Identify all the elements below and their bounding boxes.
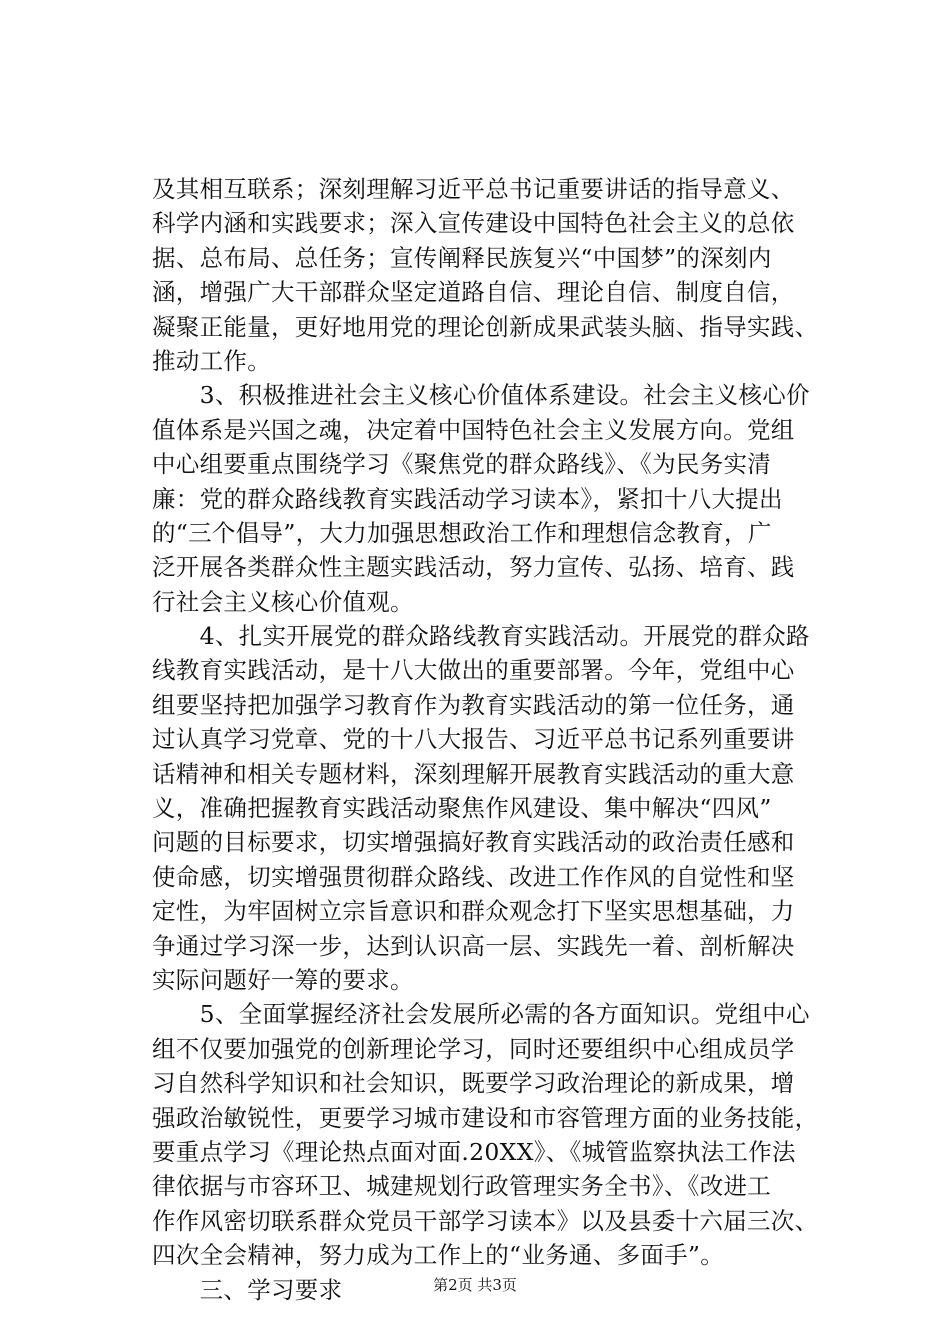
text-line: 话精神和相关专题材料，深刻理解开展教育实践活动的重大意 (152, 759, 795, 788)
text-line: 组不仅要加强党的创新理论学习，同时还要组织中心组成员学 (152, 1034, 795, 1063)
text-line: 推动工作。 (152, 346, 271, 375)
text-line: 凝聚正能量，更好地用党的理论创新成果武装头脑、指导实践、 (152, 312, 819, 341)
text-line: 据、总布局、总任务；宣传阐释民族复兴“中国梦”的深刻内 (152, 243, 772, 272)
text-line: 作作风密切联系群众党员干部学习读本》以及县委十六届三次、 (152, 1206, 819, 1235)
text-line: 泛开展各类群众性主题实践活动，努力宣传、弘扬、培育、践 (152, 553, 795, 582)
text-line: 涵，增强广大干部群众坚定道路自信、理论自信、制度自信， (152, 278, 795, 307)
text-line: 线教育实践活动，是十八大做出的重要部署。今年，党组中心 (152, 656, 795, 685)
text-line: 义，准确把握教育实践活动聚焦作风建设、集中解决“四风” (152, 794, 772, 823)
text-line: 3、积极推进社会主义核心价值体系建设。社会主义核心价 (152, 381, 810, 410)
text-line: 中心组要重点围绕学习《聚焦党的群众路线》、《为民务实清 (152, 450, 772, 479)
text-line: 值体系是兴国之魂，决定着中国特色社会主义发展方向。党组 (152, 415, 795, 444)
text-line: 科学内涵和实践要求；深入宣传建设中国特色社会主义的总依 (152, 209, 795, 238)
text-line: 使命感，切实增强贯彻群众路线、改进工作作风的自觉性和坚 (152, 862, 795, 891)
text-line: 问题的目标要求，切实增强搞好教育实践活动的政治责任感和 (152, 828, 795, 857)
text-line: 定性，为牢固树立宗旨意识和群众观念打下坚实思想基础，力 (152, 897, 795, 926)
text-line: 过认真学习党章、党的十八大报告、习近平总书记系列重要讲 (152, 725, 795, 754)
body-text (152, 172, 852, 1307)
text-line: 律依据与市容环卫、城建规划行政管理实务全书》、《改进工 (152, 1172, 772, 1201)
text-line: 强政治敏锐性，更要学习城市建设和市容管理方面的业务技能， (152, 1103, 819, 1132)
text-line: 争通过学习深一步，达到认识高一层、实践先一着、剖析解决 (152, 931, 795, 960)
text-line: 的“三个倡导”，大力加强思想政治工作和理想信念教育，广 (152, 518, 772, 547)
text-line: 廉：党的群众路线教育实践活动学习读本》，紧扣十八大提出 (152, 484, 783, 513)
page-footer (0, 1275, 950, 1295)
text-line: 行社会主义核心价值观。 (152, 587, 414, 616)
text-line: 习自然科学知识和社会知识，既要学习政治理论的新成果，增 (152, 1069, 795, 1098)
text-line: 及其相互联系；深刻理解习近平总书记重要讲话的指导意义、 (152, 175, 795, 203)
text-line: 实际问题好一筹的要求。 (152, 965, 414, 994)
text-line: 4、扎实开展党的群众路线教育实践活动。开展党的群众路 (152, 622, 810, 651)
text-line: 组要坚持把加强学习教育作为教育实践活动的第一位任务，通 (152, 690, 795, 719)
text-line: 5、全面掌握经济社会发展所必需的各方面知识。党组中心 (152, 1000, 810, 1029)
text-line: 四次全会精神，努力成为工作上的“业务通、多面手”。 (152, 1241, 725, 1270)
section-heading: 三、学习要求 (152, 1275, 343, 1304)
page-indicator: 第2页 共3页 (433, 1276, 517, 1294)
text-line: 要重点学习《理论热点面对面.20XX》、《城管监察执法工作法 (152, 1137, 796, 1166)
